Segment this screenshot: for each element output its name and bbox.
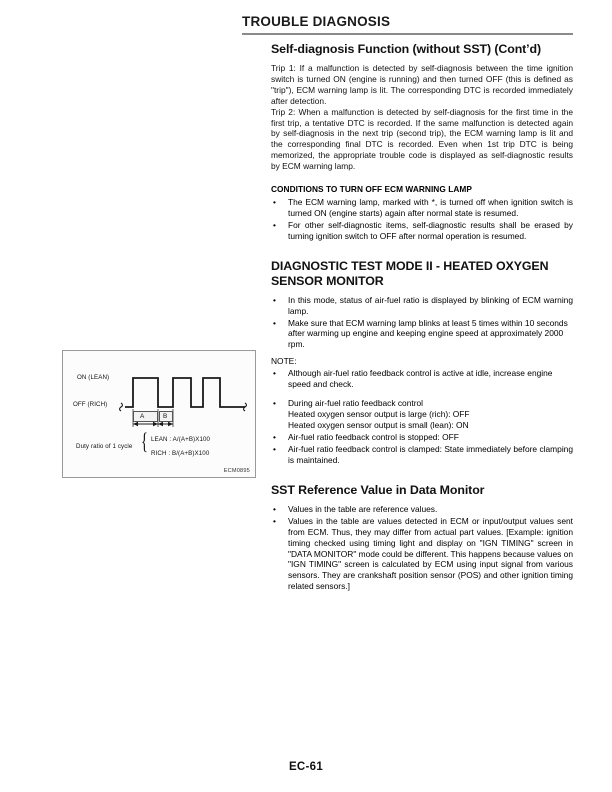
- bullet-icon: •: [273, 219, 276, 230]
- list-item: [271, 318, 573, 351]
- bullet-icon: •: [273, 503, 276, 514]
- page-number: EC-61: [288, 761, 324, 773]
- test-mode-title-line-1: DIAGNOSTIC TEST MODE II - HEATED OXYGEN: [271, 258, 549, 273]
- list-item-subtext: Heated oxygen sensor output is large (rich): OFF: [288, 409, 470, 420]
- self-diagnosis-paragraph-2: Trip 2: When a malfunction is detected by self-diagnosis for the first time in the first trip, a tentative DTC is recorded. If the same malfunction is detected again by self-diagnosis in the next trip (second trip), the ECM warning lamp is lit and the corresponding final DTC is recorded. Even when 1st trip DTC is being memorized, the appropriate trouble code is displayed as self-diagnostic results by ECM warning lamp.: [271, 106, 573, 172]
- list-item-text: For other self-diagnostic items, self-diagnostic results shall be erased by turning ignition switch to OFF after normal operation is resumed.: [288, 219, 573, 241]
- note-bullet-list: [271, 368, 573, 390]
- figure-brace-icon: {: [141, 429, 148, 454]
- figure-formula-lean: LEAN : A/(A+B)X100: [151, 436, 211, 443]
- section-title-self-diagnosis: Self-diagnosis Function (without SST) (Cont’d): [271, 42, 542, 56]
- list-item: [271, 444, 573, 466]
- list-item: [271, 504, 573, 515]
- page-header: [242, 14, 573, 35]
- list-item-text: In this mode, status of air-fuel ratio is displayed by blinking of ECM warning lamp.: [288, 294, 573, 316]
- list-item: [271, 368, 573, 390]
- list-item-text: Values in the table are reference values.: [288, 503, 438, 514]
- figure-label-on-lean: ON (LEAN): [77, 374, 110, 381]
- figure-reference-code: ECM0895: [223, 468, 250, 474]
- page-title: TROUBLE DIAGNOSIS: [242, 14, 391, 29]
- note-bullet-list-continued: [271, 398, 573, 465]
- bullet-icon: •: [273, 444, 276, 455]
- segment-a-box: [133, 411, 158, 422]
- test-mode-title-line-2: SENSOR MONITOR: [271, 273, 384, 288]
- duty-ratio-waveform-figure: [62, 350, 256, 478]
- list-item: [271, 220, 573, 242]
- bullet-icon: •: [273, 294, 276, 305]
- figure-label-duty-ratio: Duty ratio of 1 cycle: [76, 443, 133, 450]
- list-item: [271, 516, 573, 592]
- bullet-icon: •: [273, 197, 276, 208]
- bullet-icon: •: [273, 398, 276, 409]
- list-item-text: Values in the table are values detected in ECM or input/output values sent from ECM. Thus, they may differ from actual part values. [Example: ignition timing checked using timing light and display on "IGN TIMING" screen in "DATA MONITOR" mode could be different. This happens because values on "IGN TIMING" screen is calculated by ECM using input signal from various sensors. They are crankshaft position sensor (POS) and other ignition timing related sensors.]: [288, 515, 573, 592]
- list-item-text: The ECM warning lamp, marked with *, is turned off when ignition switch is turned ON (engine starts) again after normal state is resumed.: [288, 197, 573, 218]
- list-item: [271, 432, 573, 443]
- list-item-subtext: Heated oxygen sensor output is small (lean): ON: [288, 420, 469, 431]
- list-item-text: Air-fuel ratio feedback control is clamped: State immediately before clamping is maintained.: [288, 444, 573, 465]
- subsection-title-conditions-off: CONDITIONS TO TURN OFF ECM WARNING LAMP: [271, 184, 472, 195]
- bullet-icon: •: [273, 317, 276, 328]
- list-item-text: During air-fuel ratio feedback control: [288, 398, 423, 409]
- figure-label-off-rich: OFF (RICH): [73, 401, 108, 408]
- list-item: [271, 295, 573, 317]
- note-label: NOTE:: [271, 356, 297, 367]
- list-item: [271, 398, 573, 431]
- self-diagnosis-paragraph-1: Trip 1: If a malfunction is detected by self-diagnosis between the time ignition switch is turned ON (engine is running) and then turned OFF (this is defined as "trip"), ECM warning lamp is lit. The corresponding DTC is recorded immediately after detection.: [271, 63, 573, 106]
- figure-label-b: B: [163, 413, 168, 420]
- page-footer: [0, 757, 612, 775]
- conditions-off-bullet-list: [271, 197, 573, 242]
- header-divider: [242, 33, 573, 35]
- list-item-text: Make sure that ECM warning lamp blinks at least 5 times within 10 seconds after warming up engine and keeping engine speed at approximately 2000 rpm.: [288, 317, 568, 350]
- section-title-test-mode-ii: [271, 259, 573, 289]
- list-item-text: Air-fuel ratio feedback control is stopped: OFF: [288, 432, 459, 443]
- list-item: [271, 197, 573, 219]
- bullet-icon: •: [273, 367, 276, 378]
- content-column: [271, 42, 573, 593]
- bullet-icon: •: [273, 515, 276, 526]
- list-item-text: Although air-fuel ratio feedback control is active at idle, increase engine speed and check.: [288, 367, 553, 389]
- figure-formula-rich: RICH : B/(A+B)X100: [151, 450, 210, 457]
- figure-label-a: A: [140, 413, 145, 420]
- bullet-icon: •: [273, 432, 276, 443]
- section-title-sst-reference: SST Reference Value in Data Monitor: [271, 482, 485, 497]
- sst-reference-bullet-list: [271, 504, 573, 592]
- test-mode-bullet-list: [271, 295, 573, 351]
